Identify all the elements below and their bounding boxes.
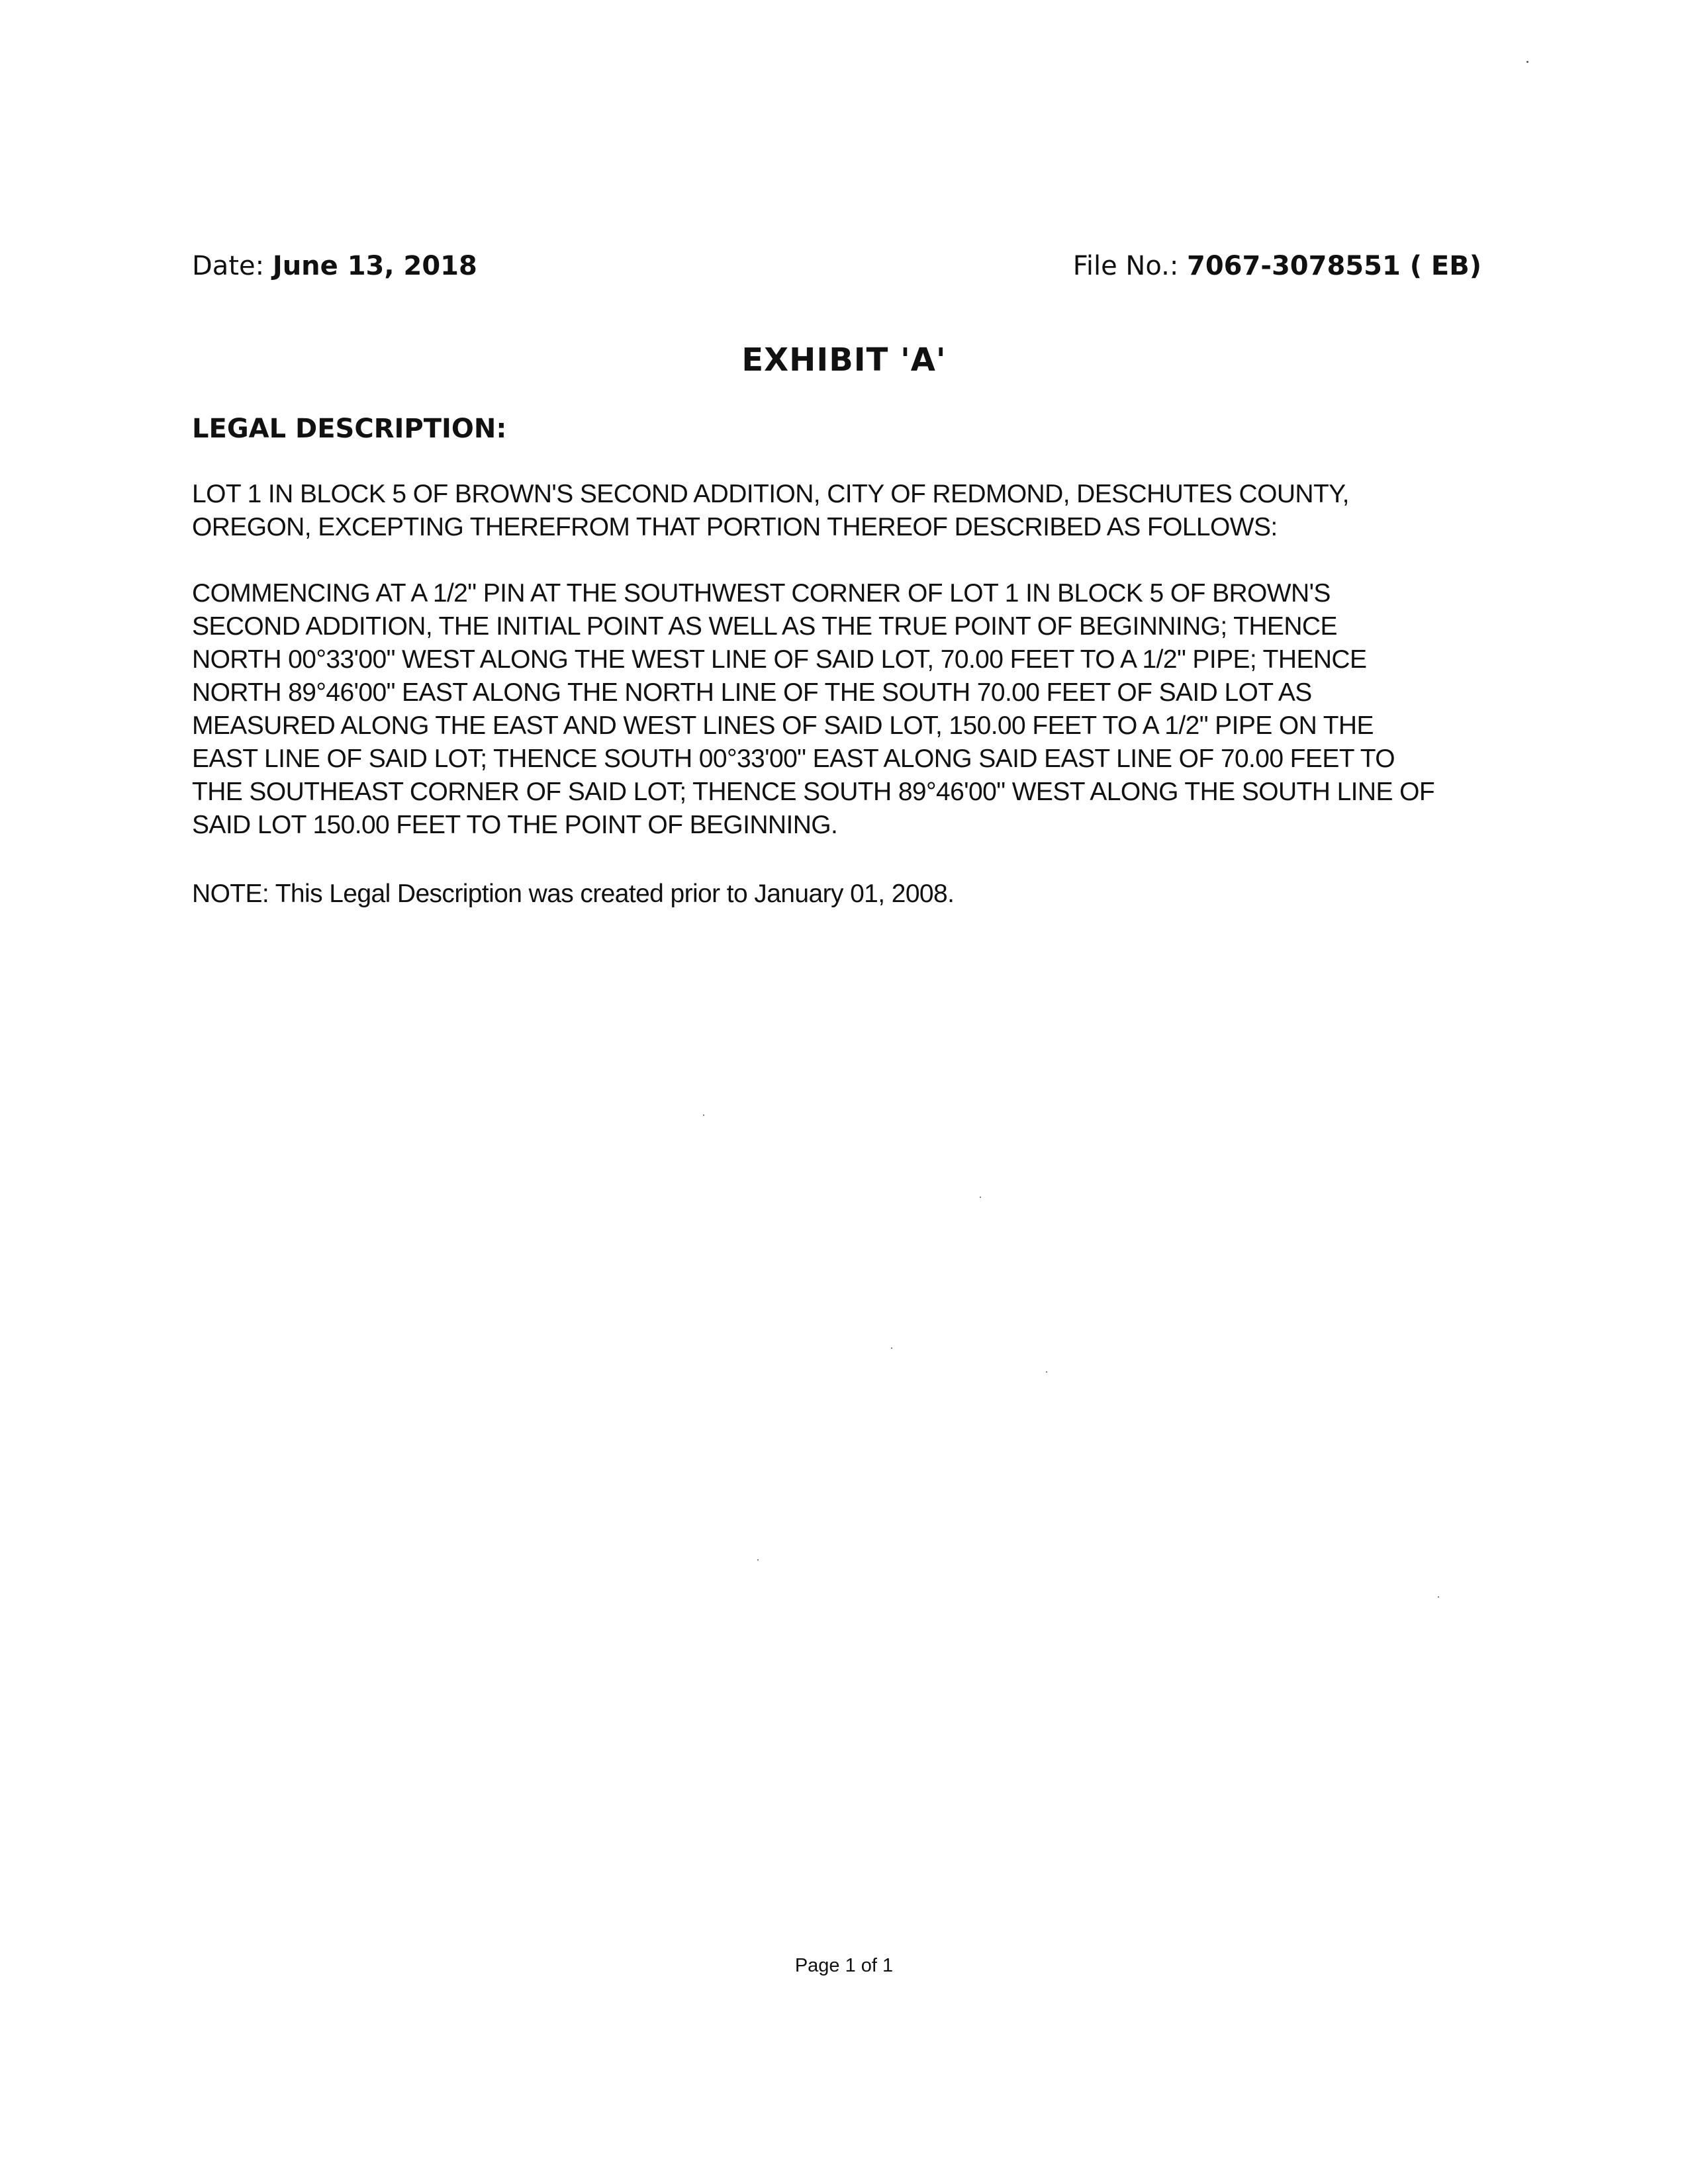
paragraph-line: EAST LINE OF SAID LOT; THENCE SOUTH 00°33'00" EAST ALONG SAID EAST LINE OF 70.00 FEET TO	[192, 745, 1395, 773]
paragraph-line: MEASURED ALONG THE EAST AND WEST LINES OF SAID LOT, 150.00 FEET TO A 1/2" PIPE ON THE	[192, 711, 1374, 740]
note-text: NOTE: This Legal Description was created prior to January 01, 2008.	[192, 880, 955, 908]
paragraph-line: NORTH 00°33'00" WEST ALONG THE WEST LINE OF SAID LOT, 70.00 FEET TO A 1/2" PIPE; THENCE	[192, 645, 1367, 674]
paragraph-line: OREGON, EXCEPTING THEREFROM THAT PORTION THEREOF DESCRIBED AS FOLLOWS:	[192, 513, 1278, 541]
paragraph-line: LOT 1 IN BLOCK 5 OF BROWN'S SECOND ADDITION, CITY OF REDMOND, DESCHUTES COUNTY,	[192, 480, 1349, 508]
lot-description-paragraph	[192, 478, 1489, 544]
scan-speck	[1526, 61, 1528, 63]
header-row	[192, 246, 1481, 286]
paragraph-line: SECOND ADDITION, THE INITIAL POINT AS WELL AS THE TRUE POINT OF BEGINNING; THENCE	[192, 612, 1337, 641]
page-number: Page 1 of 1	[794, 1955, 894, 1976]
paragraph-line: SAID LOT 150.00 FEET TO THE POINT OF BEGINNING.	[192, 811, 838, 839]
legal-description-heading: LEGAL DESCRIPTION:	[192, 414, 507, 444]
paragraph-line: COMMENCING AT A 1/2" PIN AT THE SOUTHWEST CORNER OF LOT 1 IN BLOCK 5 OF BROWN'S	[192, 579, 1331, 608]
metes-and-bounds-paragraph	[192, 577, 1489, 842]
scan-speck	[1438, 1596, 1439, 1598]
scan-speck	[980, 1197, 981, 1198]
scan-speck	[757, 1559, 759, 1561]
scan-speck	[1046, 1371, 1047, 1373]
exhibit-title: EXHIBIT 'A'	[741, 341, 947, 379]
file-number-label: File No.:	[1072, 251, 1179, 281]
date-line	[192, 246, 477, 286]
scan-speck	[703, 1115, 704, 1116]
file-number-line	[1073, 246, 1481, 286]
paragraph-line: NORTH 89°46'00" EAST ALONG THE NORTH LINE OF THE SOUTH 70.00 FEET OF SAID LOT AS	[192, 678, 1312, 707]
scan-speck	[891, 1347, 892, 1349]
file-number-value: 7067-3078551 ( EB)	[1187, 251, 1481, 281]
date-value: June 13, 2018	[272, 251, 477, 281]
paragraph-line: THE SOUTHEAST CORNER OF SAID LOT; THENCE SOUTH 89°46'00" WEST ALONG THE SOUTH LINE OF	[192, 778, 1435, 806]
date-label: Date:	[192, 251, 265, 281]
